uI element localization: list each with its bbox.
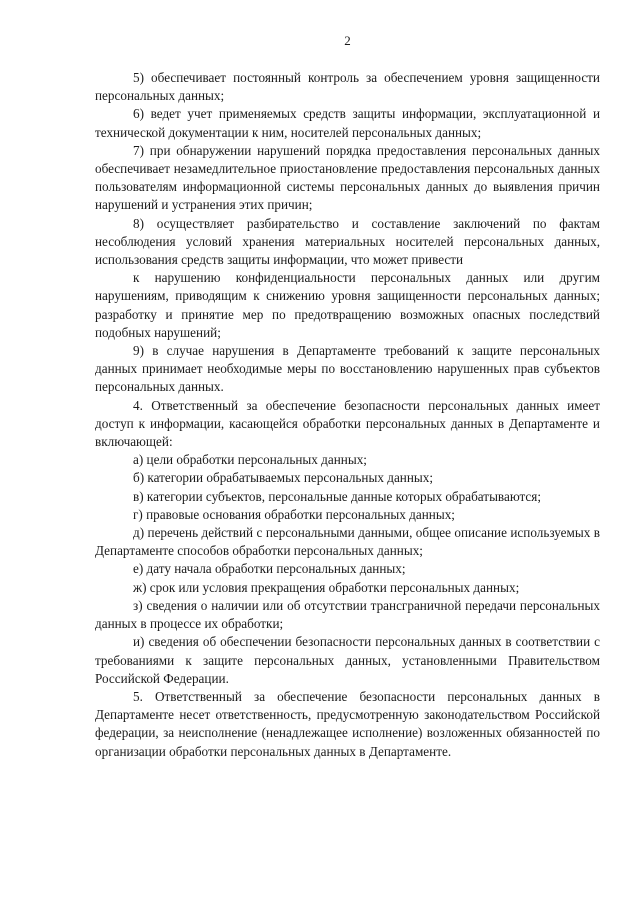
list-item-d: д) перечень действий с персональными данными, общее описание используемых в Департаменте способов обработки персональных данных; [95, 525, 600, 559]
list-item-z: з) сведения о наличии или об отсутствии трансграничной передачи персональных данных в процессе их обработки; [95, 597, 600, 632]
paragraph-item-6: 6) ведет учет применяемых средств защиты информации, эксплуатационной и технической документации к ним, носителей персональных данных; [95, 106, 600, 140]
list-item-a: а) цели обработки персональных данных; [133, 452, 367, 468]
page-number: 2 [344, 33, 351, 48]
list-item-e: е) дату начала обработки персональных данных; [133, 561, 406, 577]
paragraph-item-5: 5) обеспечивает постоянный контроль за обеспечением уровня защищенности персональных данных; [95, 70, 600, 104]
paragraph-item-9: 9) в случае нарушения в Департаменте требований к защите персональных данных принимает необходимые меры по восстановлению нарушенных прав субъектов персональных данных. [95, 343, 600, 395]
list-item-zh: ж) срок или условия прекращения обработки персональных данных; [133, 579, 520, 595]
paragraph-section-4: 4. Ответственный за обеспечение безопасности персональных данных имеет доступ к информации, касающейся обработки персональных данных в Департаменте и включающей: [95, 397, 600, 450]
paragraph-section-5: 5. Ответственный за обеспечение безопасности персональных данных в Департаменте несет ответственность, предусмотренную законодательством Российской федерации, за неисполнение (ненадлежащее исполнение) возложенных обязанностей по организации обработки персональных данных в Департаменте. [95, 688, 600, 759]
paragraph-item-7: 7) при обнаружении нарушений порядка предоставления персональных данных обеспечивает незамедлительное приостановление предоставления персональных данных пользователям информационной системы персональных данных до выявления причин нарушений и устранения этих причин; [95, 142, 600, 213]
paragraph-item-8-continued: к нарушению конфиденциальности персональных данных или другим нарушениям, приводящим к снижению уровня защищенности персональных данных; разработку и принятие мер по предотвращению возможных опасных последствий подобных нарушений; [95, 270, 600, 340]
paragraph-item-8: 8) осуществляет разбирательство и составление заключений по фактам несоблюдения условий хранения материальных носителей персональных данных, использования средств защиты информации, что может привести [95, 215, 600, 268]
list-item-v: в) категории субъектов, персональные данные которых обрабатываются; [133, 488, 542, 504]
list-item-i: и) сведения об обеспечении безопасности персональных данных в соответствии с требованиями к защите персональных данных, установленными Правительством Российской Федерации. [95, 634, 600, 686]
document-page [95, 32, 600, 761]
list-item-g: г) правовые основания обработки персональных данных; [133, 506, 455, 522]
list-item-b: б) категории обрабатываемых персональных данных; [133, 470, 434, 486]
